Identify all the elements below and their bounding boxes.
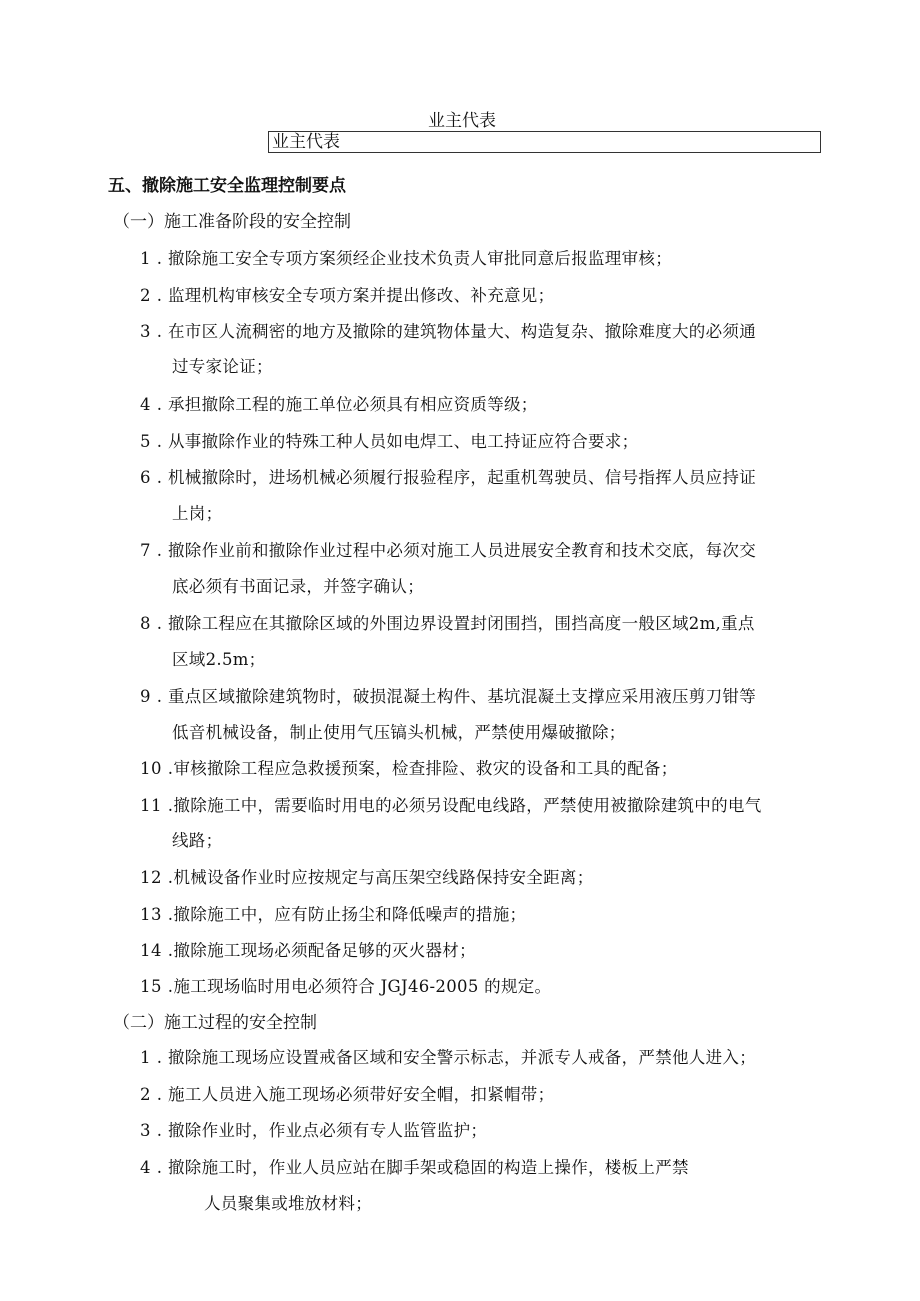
item-text: 撤除施工现场应设置戒备区域和安全警示标志，并派专人戒备，严禁他人进入； (168, 1048, 756, 1067)
list-item (140, 428, 638, 452)
item-number: 4 . (140, 1158, 163, 1177)
item-text: 承担撤除工程的施工单位必须具有相应资质等级； (168, 395, 538, 414)
owner-representative-box: 业主代表 (268, 131, 821, 153)
list-item (140, 1044, 756, 1068)
item-text: 从事撤除作业的特殊工种人员如电焊工、电工持证应符合要求； (168, 432, 639, 451)
part2-title: （二）施工过程的安全控制 (113, 1013, 317, 1033)
list-item (140, 282, 554, 306)
item-text: 审核撤除工程应急救援预案，检查排险、救灾的设备和工具的配备； (173, 759, 678, 778)
item-number: 10 . (140, 759, 174, 778)
item-continuation: 底必须有书面记录，并签字确认； (172, 577, 424, 596)
list-item (140, 937, 476, 961)
list-item (140, 792, 762, 816)
list-item (140, 755, 678, 779)
item-text: 撤除施工安全专项方案须经企业技术负责人审批同意后报监理审核； (168, 249, 672, 268)
list-item (140, 391, 538, 415)
item-number: 9 . (140, 687, 163, 706)
list-item (140, 1154, 689, 1178)
item-text: 重点区域撤除建筑物时，破损混凝土构件、基坑混凝土支撑应采用液压剪刀钳等 (168, 687, 756, 706)
item-text: 撤除施工时，作业人员应站在脚手架或稳固的构造上操作，楼板上严禁 (168, 1158, 689, 1177)
item-text: 撤除工程应在其撤除区域的外围边界设置封闭围挡，围挡高度一般区域2m,重点 (168, 614, 755, 633)
item-text: 撤除施工中，应有防止扬尘和降低噪声的措施； (173, 905, 527, 924)
item-number: 3 . (140, 322, 163, 341)
section-title: 五、撤除施工安全监理控制要点 (108, 176, 346, 196)
list-item (140, 537, 756, 561)
list-item (140, 318, 756, 342)
item-number: 12 . (140, 868, 174, 887)
item-text: 机械设备作业时应按规定与高压架空线路保持安全距离； (173, 868, 594, 887)
item-text: 施工现场临时用电必须符合 JGJ46-2005 的规定。 (173, 977, 552, 996)
item-continuation: 低音机械设备，制止使用气压镐头机械，严禁使用爆破撤除； (172, 723, 626, 742)
item-number: 11 . (140, 796, 174, 815)
item-continuation: 区域2.5m； (172, 650, 266, 669)
item-text: 撤除作业时，作业点必须有专人监管监护； (168, 1121, 488, 1140)
item-number: 7 . (140, 541, 163, 560)
list-item (140, 901, 526, 925)
item-number: 4 . (140, 395, 163, 414)
owner-representative-title: 业主代表 (428, 111, 496, 131)
item-number: 8 . (140, 614, 163, 633)
item-number: 13 . (140, 905, 174, 924)
item-number: 2 . (140, 286, 163, 305)
item-text: 撤除施工现场必须配备足够的灭火器材； (173, 941, 476, 960)
item-continuation: 线路； (172, 831, 223, 850)
list-item (140, 973, 551, 997)
item-number: 2 . (140, 1085, 163, 1104)
item-text: 撤除施工中，需要临时用电的必须另设配电线路，严禁使用被撤除建筑中的电气 (173, 796, 762, 815)
item-text: 监理机构审核安全专项方案并提出修改、补充意见； (168, 286, 555, 305)
list-item (140, 610, 755, 634)
item-text: 机械撤除时，进场机械必须履行报验程序，起重机驾驶员、信号指挥人员应持证 (168, 468, 756, 487)
item-text: 撤除作业前和撤除作业过程中必须对施工人员进展安全教育和技术交底，每次交 (168, 541, 756, 560)
list-item (140, 1117, 487, 1141)
list-item (140, 464, 756, 488)
list-item (140, 864, 594, 888)
item-number: 3 . (140, 1121, 163, 1140)
item-number: 14 . (140, 941, 174, 960)
part1-title: （一）施工准备阶段的安全控制 (113, 212, 351, 232)
item-continuation: 过专家论证； (172, 357, 273, 376)
list-item (140, 245, 672, 269)
item-number: 6 . (140, 468, 163, 487)
item-number: 1 . (140, 249, 163, 268)
item-text: 施工人员进入施工现场必须带好安全帽，扣紧帽带； (168, 1085, 555, 1104)
item-number: 15 . (140, 977, 174, 996)
list-item (140, 683, 756, 707)
item-continuation: 上岗； (172, 504, 223, 523)
item-number: 1 . (140, 1048, 163, 1067)
list-item (140, 1081, 554, 1105)
item-text: 在市区人流稠密的地方及撤除的建筑物体量大、构造复杂、撤除难度大的必须通 (168, 322, 756, 341)
item-number: 5 . (140, 432, 163, 451)
item-continuation: 人员聚集或堆放材料； (204, 1194, 372, 1213)
